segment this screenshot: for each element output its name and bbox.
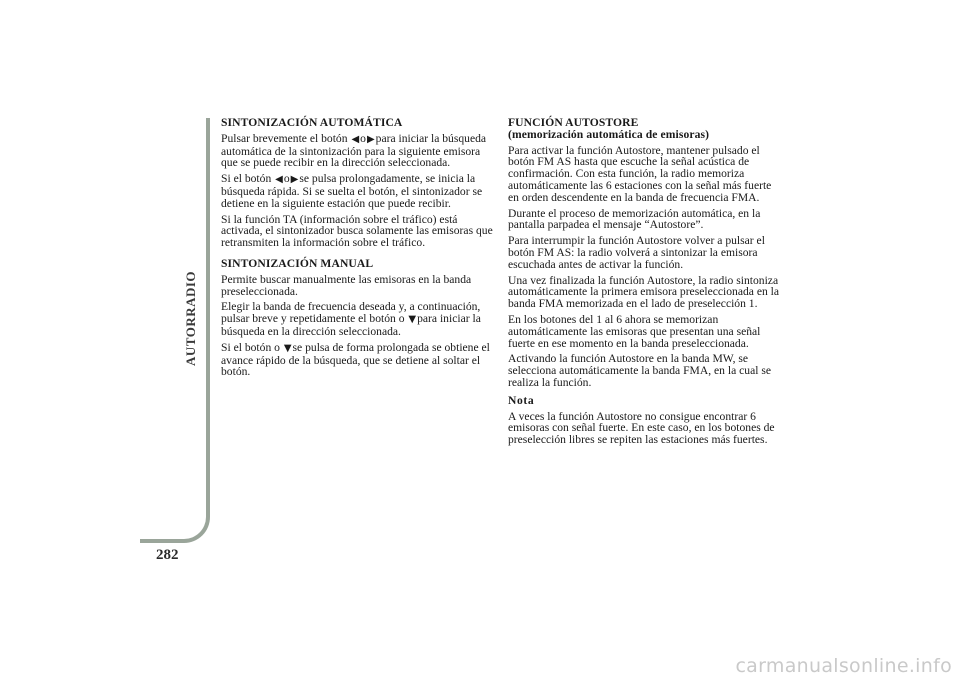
paragraph-autostore-6: Activando la función Autostore en la banda MW, se selecciona automáticamente la banda FMA, en la cual se realiza la función. [508,352,772,389]
paragraph-manual-1: Permite buscar manualmente las emisoras en la banda preseleccionada. [221,272,472,298]
margin-frame [140,118,210,543]
paragraph-autostore-3: Para interrumpir la función Autostore volver a pulsar el botón FM AS: la radio volverá a sintonizar la emisora escuchada antes de activar la función. [508,234,765,271]
note-text: A veces la función Autostore no consigue encontrar 6 emisoras con señal fuerte. En este caso, en los botones de preselección libres se repiten las estaciones más fuertes. [508,409,775,447]
heading-autostore [508,117,784,141]
text: se pulsa de forma prolongada se obtiene el avance rápido de la búsqueda, que se detiene al soltar el botón. [221,340,490,379]
heading-line: (memorización automática de emisoras) [508,127,710,141]
paragraph-auto-1 [221,133,493,169]
text: o [283,172,290,186]
text: para iniciar la búsqueda automática de la sintonización para la siguiente emisora que se puede recibir en la dirección seleccionada. [221,131,487,170]
heading-automatic-tuning: SINTONIZACIÓN AUTOMÁTICA [221,116,403,129]
right-triangle-icon: ▶ [366,133,375,145]
paragraph-auto-2 [221,173,493,209]
down-triangle-icon: ▼ [408,314,417,326]
heading-line: FUNCIÓN AUTOSTORE [508,116,639,129]
paragraph-autostore-5: En los botones del 1 al 6 ahora se memorizan automáticamente las emisoras que presentan una señal fuerte en ese momento en la banda preseleccionada. [508,312,761,350]
text: Elegir la banda de frecuencia deseada y, a continuación, pulsar breve y repetidamente el botón o [221,300,481,326]
right-column [508,117,784,450]
paragraph-autostore-4: Una vez finalizada la función Autostore, la radio sintoniza automáticamente la primera emisora preseleccionada en la banda FMA memorizada en el lado de preselección 1. [508,273,780,311]
heading-manual-tuning: SINTONIZACIÓN MANUAL [221,256,374,270]
paragraph-auto-3: Si la función TA (información sobre el tráfico) está activada, el sintonizador busca solamente las emisoras que retransmiten la información sobre el tráfico. [221,212,493,250]
left-column [221,117,493,382]
page-number: 282 [156,547,179,563]
section-tab-label: AUTORRADIO [183,270,198,366]
text: o [360,131,366,145]
text: Pulsar brevemente el botón [221,131,351,145]
right-triangle-icon: ▶ [290,174,299,186]
paragraph-manual-3 [221,342,493,378]
paragraph-autostore-2: Durante el proceso de memorización automática, en la pantalla parpadea el mensaje “Autostore”. [508,206,761,232]
watermark-url: carmanualsonline.info [735,655,952,677]
paragraph-manual-2 [221,301,493,337]
text: Si el botón o [221,340,283,354]
paragraph-autostore-1: Para activar la función Autostore, mantener pulsado el botón FM AS hasta que escuche la señal acústica de confirmación. Con esta función, la radio memoriza automáticamente las 6 estaciones con la señal más fuerte en orden descendente en la banda de frecuencia FMA. [508,143,772,204]
left-triangle-icon: ◀ [275,174,283,186]
left-triangle-icon: ◀ [351,133,360,145]
down-triangle-icon: ▼ [283,342,292,354]
text: Si el botón [221,172,275,186]
text: para iniciar la búsqueda en la dirección seleccionada. [221,312,481,338]
note-title: Nota [508,393,535,407]
text: se pulsa prolongadamente, se inicia la búsqueda rápida. Si se suelta el botón, el sintonizador se detiene en la siguiente estación que puede recibir. [221,172,483,210]
